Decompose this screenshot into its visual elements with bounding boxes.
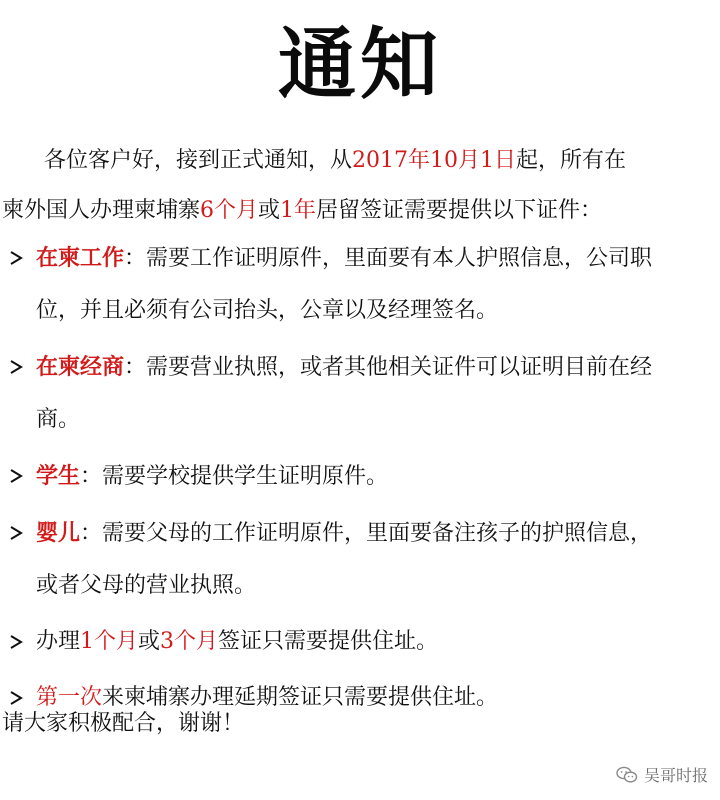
- list-item-line: [36, 232, 716, 285]
- arrow-bullet-icon: [4, 616, 28, 668]
- text-segment: ：需要营业执照，或者其他相关证件可以证明目前在经: [124, 355, 653, 380]
- text-segment: 商。: [36, 407, 81, 432]
- text-segment: 办理: [36, 629, 81, 654]
- list-item: [0, 450, 716, 503]
- arrow-bullet-icon: [4, 507, 28, 559]
- closing-text: 请大家积极配合，谢谢！: [2, 711, 245, 736]
- text-segment: 起，所有在: [516, 148, 627, 173]
- intro-line-2: [0, 186, 712, 236]
- arrow-bullet-icon: [4, 450, 28, 502]
- list-item-line: [36, 560, 716, 612]
- text-segment: 居留签证需要提供以下证件：: [316, 198, 603, 223]
- list-item-line: [36, 450, 716, 503]
- text-segment: 柬外国人办理柬埔寨: [2, 198, 201, 223]
- highlight-text: 1年: [280, 198, 317, 223]
- list-item-line: [36, 507, 716, 560]
- notice-title: 通知: [277, 20, 442, 110]
- highlight-text: 在柬工作: [36, 245, 125, 271]
- text-segment: ：需要父母的工作证明原件，里面要备注孩子的护照信息，: [80, 521, 653, 546]
- watermark: [616, 763, 708, 786]
- intro-line-1: [0, 136, 712, 186]
- list-item: [0, 341, 716, 446]
- list-item-line: [36, 341, 716, 394]
- highlight-text: 婴儿: [36, 520, 81, 546]
- arrow-bullet-icon: [4, 232, 28, 284]
- list-item-line: [36, 285, 716, 337]
- watermark-text: 吴哥时报: [643, 766, 708, 785]
- text-segment: 各位客户好，接到正式通知，从: [44, 148, 353, 173]
- highlight-text: 6个月: [200, 198, 259, 223]
- list-item: [0, 616, 716, 668]
- text-segment: ：需要学校提供学生证明原件。: [80, 464, 389, 489]
- text-segment: 来柬埔寨办理延期签证只需要提供住址。: [102, 685, 499, 710]
- highlight-text: 3个月: [160, 629, 219, 654]
- text-segment: 或者父母的营业执照。: [36, 573, 257, 598]
- text-segment: 位，并且必须有公司抬头，公章以及经理签名。: [36, 298, 499, 323]
- text-segment: ：需要工作证明原件，里面要有本人护照信息，公司职: [124, 246, 653, 271]
- list-item: [0, 507, 716, 612]
- highlight-text: 1个月: [80, 629, 139, 654]
- arrow-bullet-icon: [4, 341, 28, 393]
- highlight-text: 学生: [36, 463, 81, 489]
- list-item-line: [36, 394, 716, 446]
- text-segment: 或: [138, 629, 161, 654]
- wechat-icon: [616, 766, 638, 784]
- list-item-line: [36, 616, 716, 668]
- text-segment: 签证只需要提供住址。: [218, 629, 439, 654]
- highlight-text: 2017年10月1日: [352, 148, 516, 173]
- text-segment: 或: [258, 198, 281, 223]
- highlight-text: 第一次: [36, 685, 103, 710]
- highlight-text: 在柬经商: [36, 354, 125, 380]
- intro-paragraph: [0, 136, 712, 236]
- list-item: [0, 232, 716, 337]
- requirements-list: [0, 232, 716, 724]
